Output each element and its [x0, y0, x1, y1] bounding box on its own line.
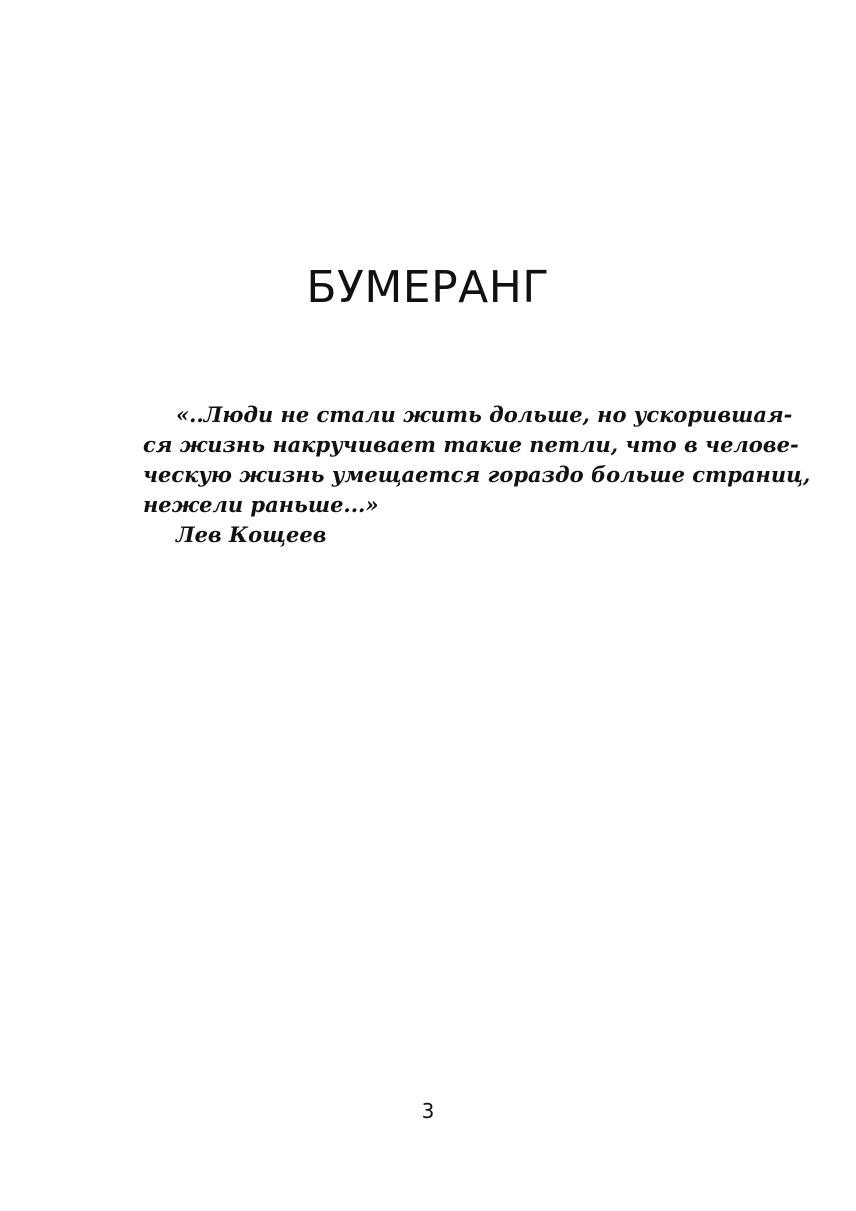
page-number: 3 — [421, 1099, 435, 1123]
epigraph-line: нежели раньше...» — [143, 492, 379, 517]
epigraph — [143, 400, 811, 550]
epigraph-line: «..Люди не стали жить дольше, но ускорившая- — [176, 402, 793, 427]
chapter-title: БУМЕРАНГ — [306, 262, 550, 313]
epigraph-line: ся жизнь накручивает такие петли, что в челове- — [143, 432, 799, 457]
epigraph-line: ческую жизнь умещается гораздо больше страниц, — [143, 462, 811, 487]
epigraph-author: Лев Кощеев — [176, 522, 327, 547]
